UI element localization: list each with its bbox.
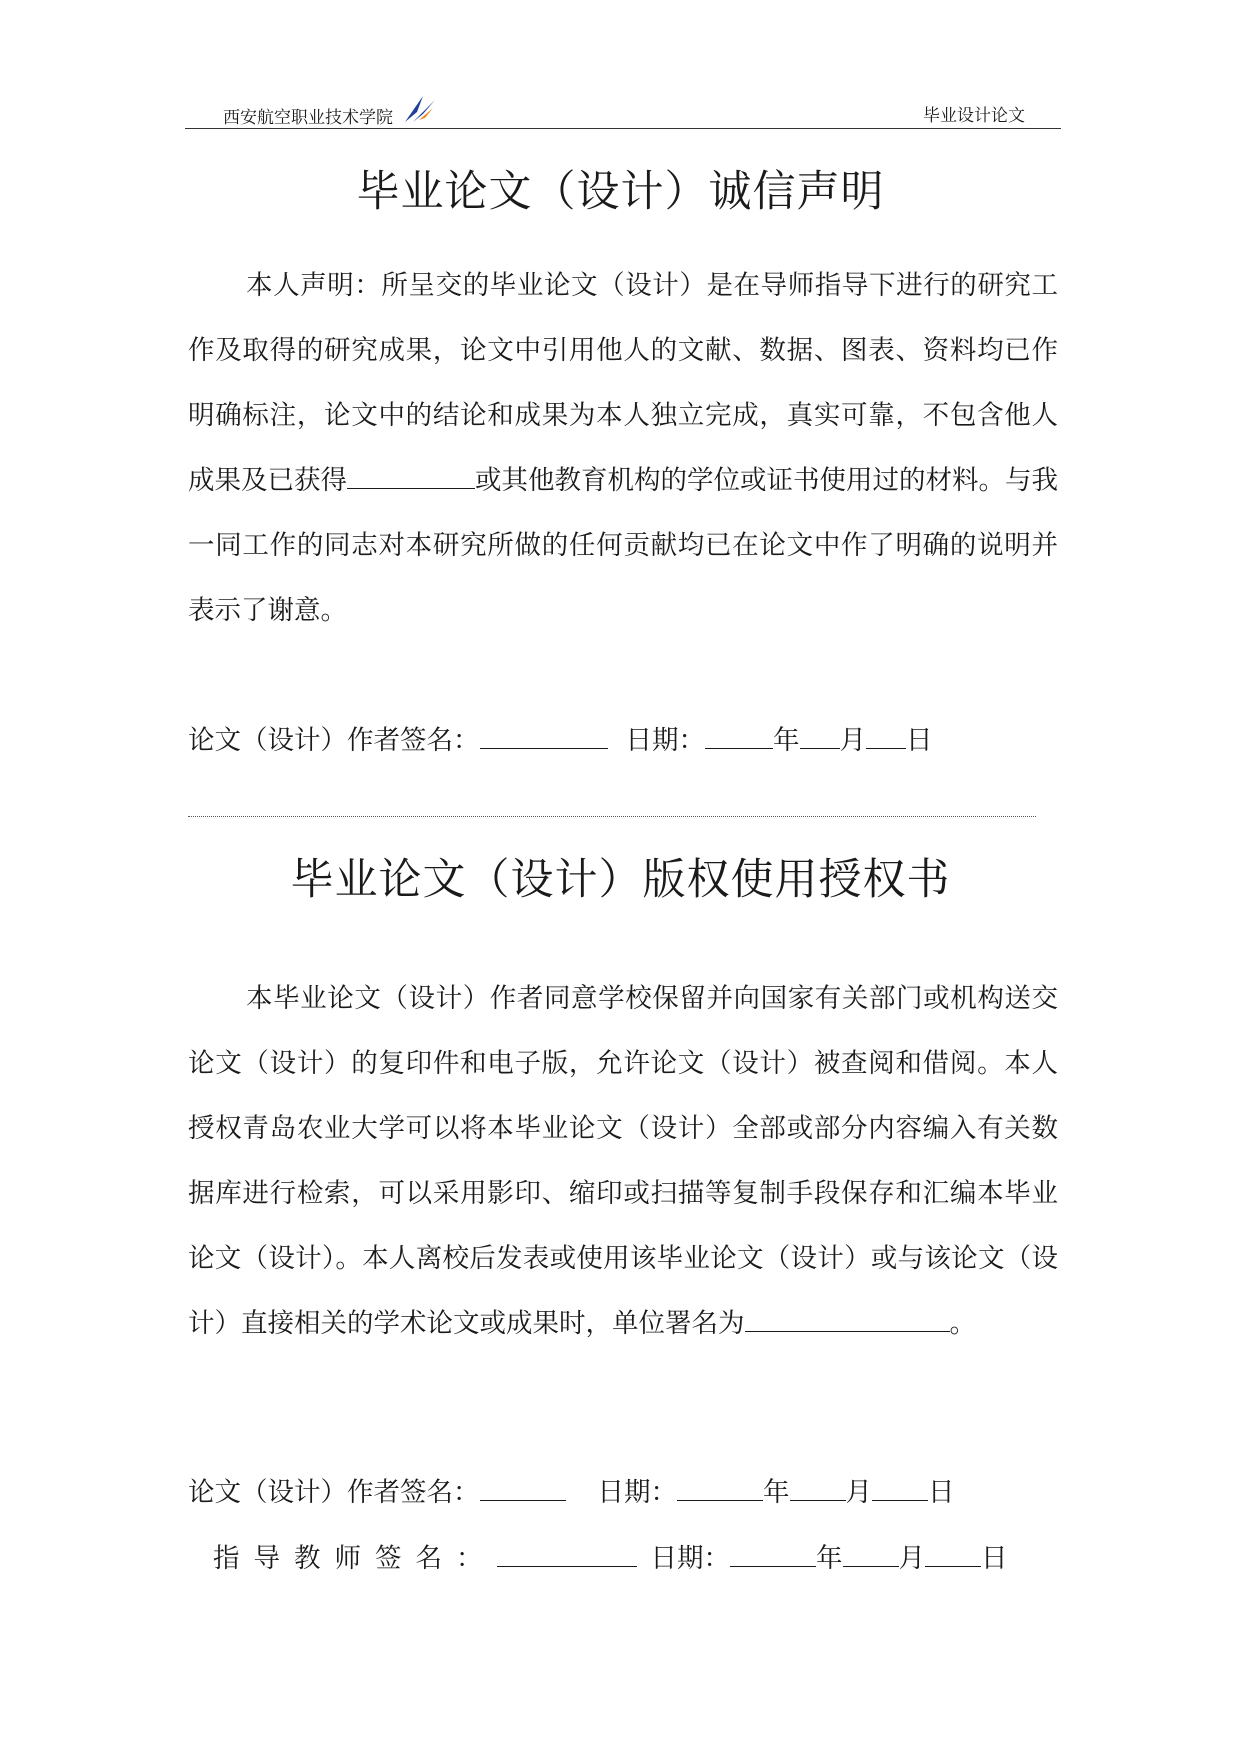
year-label: 年: [773, 725, 800, 756]
authorization-title: 毕业论文（设计）版权使用授权书: [290, 855, 951, 905]
author-signature-row: [188, 1470, 955, 1509]
author-signature-blank[interactable]: [480, 726, 608, 749]
day-label: 日: [981, 1543, 1008, 1574]
date-label: 日期：: [650, 1543, 730, 1574]
month-blank[interactable]: [843, 1544, 899, 1567]
institution-blank[interactable]: [347, 466, 475, 489]
year-blank[interactable]: [677, 1478, 763, 1501]
affiliation-blank[interactable]: [745, 1309, 950, 1332]
day-blank[interactable]: [925, 1544, 981, 1567]
day-label: 日: [928, 1477, 955, 1508]
month-blank[interactable]: [790, 1478, 846, 1501]
month-label: 月: [845, 1477, 872, 1508]
declaration-body-part2: 或其他教育机构的学位或证书使用过的材料。与我一同工作的同志对本研究所做的任何贡献均已在论文中作了明确的说明并表示了谢意。: [188, 465, 1058, 626]
advisor-signature-blank[interactable]: [497, 1544, 637, 1567]
year-blank[interactable]: [705, 726, 773, 749]
declaration-title: 毕业论文（设计）诚信声明: [356, 167, 885, 217]
authorization-body-part1: 本毕业论文（设计）作者同意学校保留并向国家有关部门或机构送交论文（设计）的复印件和电子版，允许论文（设计）被查阅和借阅。本人授权青岛农业大学可以将本毕业论文（设计）全部或部分内容编入有关数据库进行检索，可以采用影印、缩印或扫描等复制手段保存和汇编本毕业论文（设计）。本人离校后发表或使用该毕业论文（设计）或与该论文（设计）直接相关的学术论文或成果时，单位署名为: [188, 983, 1058, 1339]
header-school: [223, 100, 437, 130]
author-signature-label: 论文（设计）作者签名：: [188, 1477, 480, 1508]
school-logo-icon: [401, 94, 437, 124]
year-label: 年: [763, 1477, 790, 1508]
day-blank[interactable]: [866, 726, 906, 749]
declaration-signature-row: [188, 718, 933, 757]
date-label: 日期：: [625, 725, 705, 756]
author-signature-blank[interactable]: [480, 1478, 566, 1501]
declaration-body-part1: 本人声明：所呈交的毕业论文（设计）是在导师指导下进行的研究工作及取得的研究成果，论文中引用他人的文献、数据、图表、资料均已作明确标注，论文中的结论和成果为本人独立完成，真实可靠，不包含他人成果及已获得: [188, 270, 1058, 496]
declaration-body: [188, 253, 1058, 643]
day-blank[interactable]: [872, 1478, 928, 1501]
advisor-signature-label: 指导教师签名：: [213, 1543, 497, 1574]
school-name: 西安航空职业技术学院: [223, 107, 393, 128]
date-label: 日期：: [597, 1477, 677, 1508]
month-label: 月: [839, 725, 866, 756]
authorization-body: [188, 966, 1058, 1356]
advisor-signature-row: [213, 1536, 1008, 1575]
year-label: 年: [816, 1543, 843, 1574]
page-header: [185, 92, 1061, 129]
section-divider: [188, 816, 1036, 817]
month-label: 月: [898, 1543, 925, 1574]
month-blank[interactable]: [800, 726, 840, 749]
authorization-body-part2: 。: [949, 1308, 976, 1339]
day-label: 日: [906, 725, 933, 756]
year-blank[interactable]: [730, 1544, 816, 1567]
header-doc-type: 毕业设计论文: [923, 106, 1025, 126]
author-signature-label: 论文（设计）作者签名：: [188, 725, 480, 756]
